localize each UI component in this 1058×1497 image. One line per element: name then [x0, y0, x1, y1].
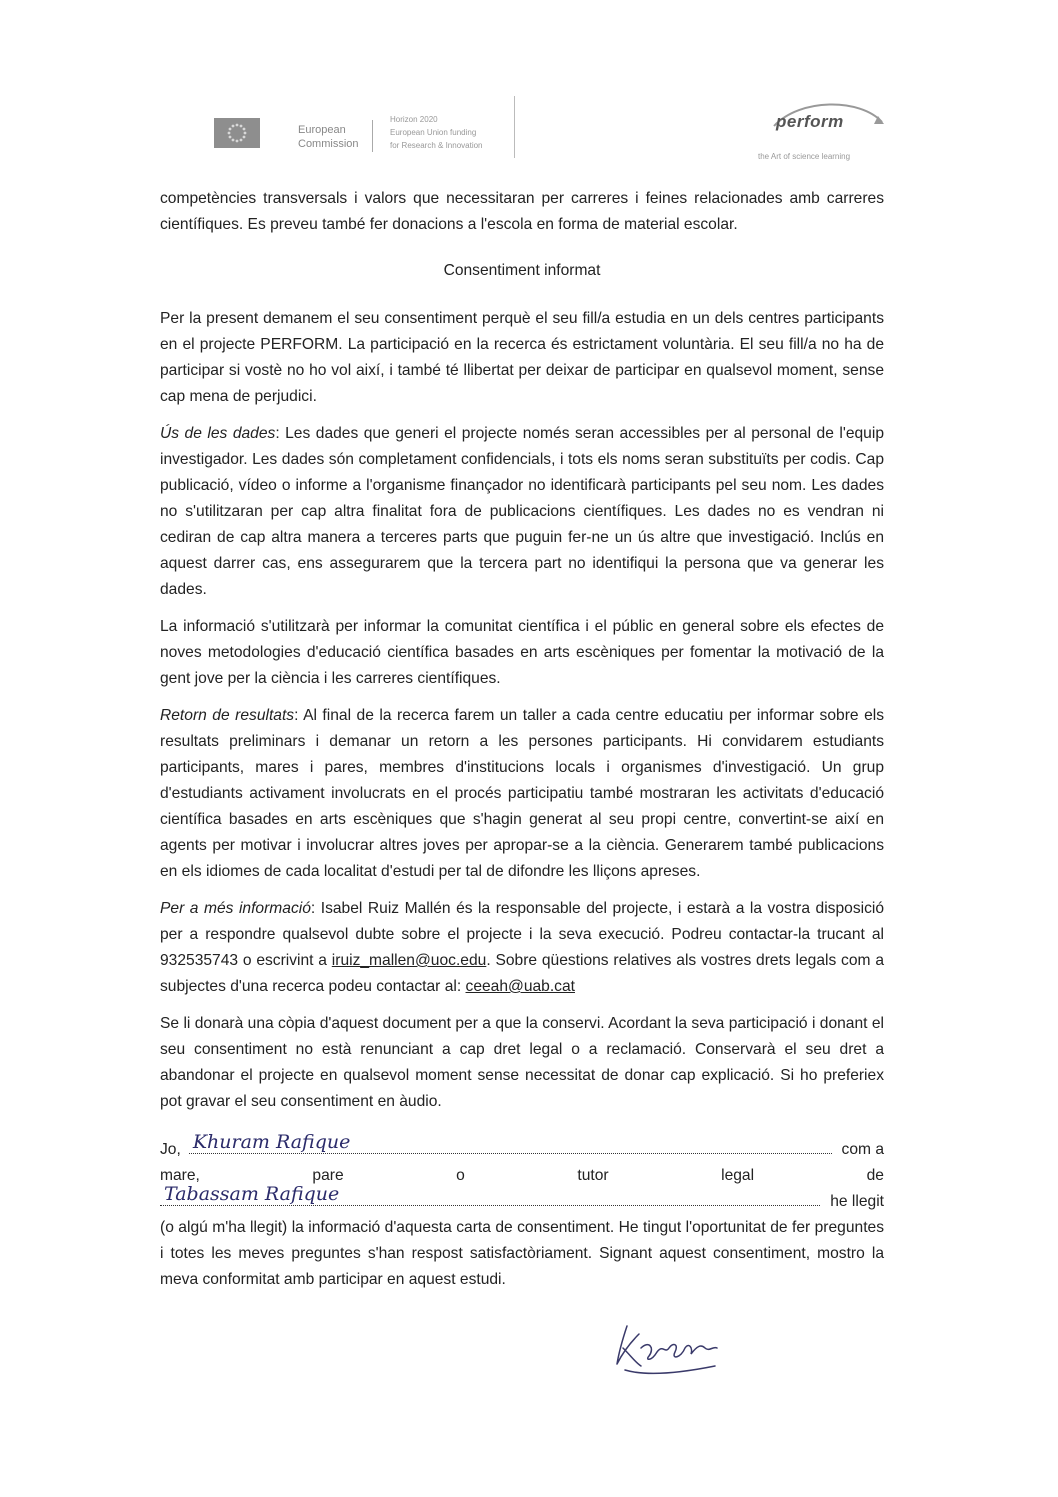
- handwritten-signature: [605, 1318, 735, 1378]
- more-info-text: . Sobre qüestions relatives als vostres drets legals com a subjectes d'una recerca podeu contactar al:: [160, 952, 884, 995]
- role-mare: mare,: [160, 1167, 200, 1184]
- child-name-field[interactable]: [160, 1183, 820, 1206]
- results-paragraph: [160, 703, 884, 885]
- eu-flag-logo: [214, 118, 260, 148]
- data-use-text: : Les dades que generi el projecte només seran accessibles per al personal de l'equip investigador. Les dades són completament confidencials, i tots els noms seran substituïts per codis. Cap publicació, vídeo o informe a l'organisme finançador no identificarà participants pel seu nom. Les dades no s'utilitzaran per cap altra finalitat fora de publicacions científiques. Les dades no es vendran ni cediran de cap altra manera a terceres parts que puguin fer-ne un ús altre que investigació. Inclús en aquest darrer cas, ens assegurarem que la tercera part no identifiqui la persona que va generar les dades.: [160, 425, 884, 598]
- role-legal: legal: [721, 1167, 755, 1184]
- parent-name-row: [160, 1131, 884, 1163]
- info-paragraph: La informació s'utilitzarà per informar la comunitat científica i el públic en general sobre els efectes de noves metodologies d'educació científica basades en arts escèniques per fomentar la motivació de la gent jove per la ciència i les carreres científiques.: [160, 618, 884, 687]
- perform-logo: [758, 102, 886, 162]
- intro-paragraph: competències transversals i valors que necessitaran per carreres i feines relacionades amb carreres científiques. Es preveu també fer donacions a l'escola en forma de material escolar.: [160, 190, 884, 233]
- email-link[interactable]: ceeah@uab.cat: [465, 978, 575, 995]
- more-info-paragraph: [160, 896, 884, 1000]
- more-info-label: Per a més informació: [160, 900, 311, 917]
- child-name-row: [160, 1183, 884, 1215]
- results-text: : Al final de la recerca farem un taller a cada centre educatiu per informar sobre els resultats preliminars i demanar un retorn a les persones participants. Hi convidarem estudiants participants, mares i pares, membres d'institucions locals i organismes d'investigació. Un grup d'estudiants activament involucrats en el procés participatiu també mostraran les activitats d'educació científica basades en arts escèniques que s'hagin generat al seu propi centre, convertint-se així en agents per motivar i involucrar altres joves per apropar-se a la ciència. Generarem també publicacions en els idiomes de cada localitat d'estudi per tal de difondre les lliçons apreses.: [160, 707, 884, 880]
- header-divider: [514, 96, 515, 158]
- page-header: [0, 0, 1058, 180]
- copy-paragraph: Se li donarà una còpia d'aquest document per a que la conservi. Acordant la seva participació i donant el seu consentiment no està renunciant a cap dret legal o a reclamació. Conservarà el seu dret a abandonar el projecte en qualsevol moment sense necessitat de donar cap explicació. Si ho preferiex pot gravar el seu consentiment en àudio.: [160, 1015, 884, 1110]
- email-link[interactable]: iruiz_mallen@uoc.edu: [331, 952, 487, 969]
- child-name-handwritten: Tabassam Rafique: [164, 1183, 340, 1205]
- com-a-label: com a: [841, 1141, 884, 1158]
- eu-program-label: Horizon 2020 European Union funding for Research & Innovation: [390, 115, 483, 150]
- header-divider: [372, 120, 373, 152]
- jo-label: Jo,: [160, 1141, 181, 1158]
- consent-paragraph: Per la present demanem el seu consentiment perquè el seu fill/a estudia en un dels centres participants en el projecte PERFORM. La participació en la recerca és estrictament voluntària. El seu fill/a no ha de participar si vostè no ho vol així, i també té llibertat per deixar de participar en qualsevol moment, sense cap mena de perjudici.: [160, 310, 884, 405]
- closing-paragraph: (o algú m'ha llegit) la informació d'aquesta carta de consentiment. He tingut l'oportunitat de fer preguntes i totes les meves preguntes s'han respost satisfactòriament. Signant aquest consentiment, mostro la meva conformitat amb participar en aquest estudi.: [160, 1219, 884, 1288]
- document-body: [160, 186, 884, 1304]
- role-o: o: [456, 1167, 465, 1184]
- he-llegit-label: he llegit: [830, 1193, 884, 1210]
- perform-tagline: the Art of science learning: [758, 152, 851, 161]
- results-label: Retorn de resultats: [160, 707, 295, 724]
- consent-form: [160, 1131, 884, 1293]
- data-use-label: Ús de les dades: [160, 425, 276, 442]
- section-heading: Consentiment informat: [443, 262, 601, 279]
- role-tutor: tutor: [577, 1167, 609, 1184]
- eu-commission-label: European Commission: [298, 124, 359, 150]
- role-de: de: [866, 1167, 884, 1184]
- perform-brand-text: perform: [776, 112, 844, 131]
- role-pare: pare: [312, 1167, 344, 1184]
- data-use-paragraph: [160, 421, 884, 603]
- parent-name-handwritten: Khuram Rafique: [192, 1131, 351, 1153]
- parent-name-field[interactable]: [189, 1131, 832, 1154]
- more-info-text: : Isabel Ruiz Mallén és la responsable del projecte, i estarà a la vostra disposició per a respondre qualsevol dubte sobre el projecte i la seva execució. Podreu contactar-la trucant al 932535743 o escrivint a: [160, 900, 885, 969]
